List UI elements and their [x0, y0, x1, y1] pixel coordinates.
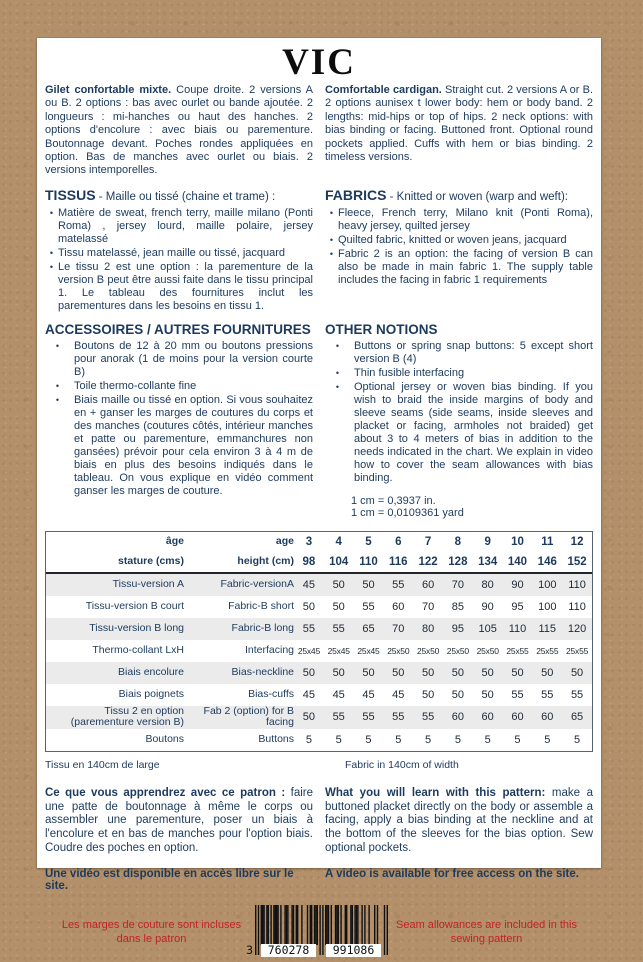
table-cell: 110 [508, 622, 527, 635]
table-row [46, 574, 592, 596]
materials-section [45, 187, 593, 313]
table-cell: Bias-cuffs [248, 688, 294, 701]
table-cell: 110 [568, 600, 586, 613]
table-cell: 50 [481, 666, 494, 679]
fabric-width-notes [45, 759, 593, 771]
table-cell: 50 [511, 666, 524, 679]
tissus-heading [45, 187, 313, 205]
table-cell: 50 [451, 666, 464, 679]
table-cell: Fabric-versionA [220, 578, 294, 591]
table-cell: stature (cms) [118, 555, 184, 568]
fabric-width-note-en: Fabric in 140cm of width [345, 758, 459, 771]
table-cell: 85 [451, 600, 464, 613]
tissus-heading-title: TISSUS [45, 186, 96, 203]
table-cell: 25x55 [536, 645, 559, 656]
table-cell: Thermo-collant LxH [92, 644, 184, 657]
bullet-dot: • [335, 340, 340, 351]
bullet-text: Buttons or spring snap buttons: 5 except short version B (4) [354, 339, 593, 365]
bullet-dot: • [335, 367, 340, 378]
bullet-item [45, 380, 313, 393]
table-cell: Fabric-B short [228, 600, 294, 613]
table-cell: 70 [392, 622, 405, 635]
table-cell: Tissu 2 en option (parementure version B) [70, 704, 184, 729]
intro-section [45, 84, 593, 178]
bullet-text: Fabric 2 is an option: the facing of version B can also be made in main fabric 1. The supply table includes the facing in fabric 1 requirements [338, 247, 593, 286]
table-cell: 55 [511, 688, 524, 701]
bullet-item [45, 207, 313, 246]
bullet-text: Toile thermo-collante fine [74, 379, 197, 392]
table-cell: 55 [302, 622, 316, 635]
table-cell: 55 [332, 622, 345, 635]
intro-en-text: Straight cut. 2 versions A or B. 2 options aunisex t lower body: hem or body band. 2 lengths: mid-hips or top of hips. 2 neck options: with bias binding or facing. Buttoned front. Optional round pockets applied. Cuffs with hem or bias binding. 2 timeless versions. [325, 84, 594, 164]
table-cell: 5 [425, 733, 432, 746]
size-table [45, 531, 593, 752]
bullet-text: Thin fusible interfacing [354, 366, 465, 379]
learn-en-lead: What you will learn with this pattern: [325, 786, 546, 799]
intro-en-lead: Comfortable cardigan. [325, 84, 442, 96]
notions-section [45, 322, 593, 520]
barcode-digits-right: 991086 [326, 944, 381, 957]
table-cell: 65 [570, 711, 584, 724]
table-cell: 80 [421, 622, 435, 635]
bullet-item [325, 207, 593, 233]
table-cell: age [275, 535, 294, 548]
table-cell: 8 [454, 535, 462, 548]
bullet-item [325, 367, 593, 380]
table-cell: 25x50 [417, 645, 440, 656]
table-cell: 25x50 [446, 645, 469, 656]
table-cell: 100 [538, 578, 557, 591]
table-cell: 45 [362, 688, 375, 701]
bullet-dot: • [329, 234, 334, 245]
table-cell: 50 [332, 600, 345, 613]
bullet-dot: • [49, 247, 54, 258]
table-cell: 45 [302, 578, 316, 591]
table-row [46, 552, 592, 574]
table-cell: 60 [541, 711, 554, 724]
table-cell: Tissu-version B court [85, 600, 184, 613]
bullet-dot: • [329, 207, 334, 218]
intro-paragraph-en [325, 84, 593, 164]
table-cell: 55 [332, 711, 345, 724]
table-cell: 104 [329, 555, 349, 568]
bottom-strip [45, 905, 593, 961]
table-cell: 50 [392, 666, 405, 679]
fabrics-heading-title: FABRICS [325, 186, 387, 203]
bullet-text: Matière de sweat, french terry, maille milano (Ponti Roma) , jersey lourd, maille polaire, jersey matelassé [58, 206, 313, 245]
fabric-width-note-fr: Tissu en 140cm de large [45, 758, 160, 771]
table-cell: 60 [421, 578, 435, 591]
seam-allowance-note-en: Seam allowances are included in this sewing pattern [396, 919, 577, 945]
table-cell: 12 [570, 535, 584, 548]
table-cell: 98 [302, 555, 316, 568]
barcode-digit-first: 3 [246, 942, 253, 957]
fabrics-heading-subtitle: - Knitted or woven (warp and weft): [386, 190, 568, 203]
table-row [46, 640, 592, 662]
other-notions-column [325, 322, 593, 520]
table-cell: 45 [332, 688, 345, 701]
table-cell: 5 [514, 733, 521, 746]
bullet-dot: • [55, 394, 60, 405]
barcode-digits-left: 760278 [261, 944, 316, 957]
accessoires-bullet-list [45, 340, 313, 498]
learn-section [45, 787, 593, 856]
bullet-item [45, 261, 313, 313]
table-cell: 60 [392, 600, 405, 613]
bullet-item [325, 234, 593, 247]
intro-fr-lead: Gilet confortable mixte. [45, 84, 172, 96]
conversion-inches: 1 cm = 0,3937 in. [351, 494, 436, 507]
table-cell: 50 [362, 578, 375, 591]
table-cell: 7 [424, 535, 432, 548]
bullet-dot: • [329, 248, 334, 259]
table-cell: 5 [395, 733, 402, 746]
tissus-column [45, 187, 313, 313]
table-cell: 25x45 [357, 645, 380, 656]
video-note-fr: Une vidéo est disponible en accès libre sur le site. [45, 867, 294, 892]
bullet-item [45, 340, 313, 379]
table-row [46, 596, 592, 618]
table-cell: 45 [302, 688, 316, 701]
table-cell: Tissu-version A [112, 578, 184, 591]
table-cell: 3 [305, 535, 313, 548]
table-cell: height (cm) [237, 555, 294, 568]
table-cell: 10 [511, 535, 524, 548]
seam-allowance-note-fr: Les marges de couture sont incluses dans le patron [61, 919, 242, 945]
table-cell: Interfacing [244, 644, 294, 657]
table-cell: 5 [305, 733, 312, 746]
accessoires-column [45, 322, 313, 498]
table-cell: 60 [451, 711, 464, 724]
fabrics-heading [325, 187, 593, 205]
table-cell: 50 [362, 666, 375, 679]
table-cell: Bias-neckline [231, 666, 294, 679]
learn-fr-lead: Ce que vous apprendrez avec ce patron : [45, 786, 286, 799]
table-cell: Fab 2 (option) for B facing [203, 704, 294, 729]
table-cell: 5 [365, 535, 372, 548]
video-note-section [45, 868, 593, 892]
table-row [46, 618, 592, 640]
bullet-dot: • [335, 381, 340, 392]
learn-paragraph-fr [45, 787, 313, 856]
table-cell: 95 [511, 600, 524, 613]
table-cell: 5 [574, 733, 581, 746]
table-cell: 11 [541, 535, 554, 548]
table-cell: 50 [332, 666, 345, 679]
bullet-dot: • [55, 380, 60, 391]
table-cell: Buttons [258, 733, 294, 746]
intro-paragraph-fr [45, 84, 313, 178]
table-row [46, 532, 592, 552]
intro-fr-text: Coupe droite. 2 versions A ou B. 2 options : bas avec ourlet ou bande ajoutée. 2 longueurs : mi-hanches ou haut des hanches. 2 options d'encolure : avec biais ou parementure. Boutonnage devant. Poches rondes appliquées en option. Bas de manches avec ourlet ou biais. 2 versions intemporelles. [45, 84, 313, 177]
bullet-text: Quilted fabric, knitted or woven jeans, jacquard [338, 233, 567, 246]
table-cell: 50 [541, 666, 554, 679]
table-cell: Biais encolure [118, 666, 184, 679]
table-cell: 50 [421, 688, 435, 701]
bullet-dot: • [55, 340, 60, 351]
table-cell: 5 [454, 733, 461, 746]
bullet-text: Boutons de 12 à 20 mm ou boutons pressions pour anorak (1 de moins pour la version courte B) [74, 339, 313, 378]
table-cell: 55 [362, 711, 375, 724]
table-cell: 50 [481, 688, 494, 701]
other-notions-bullet-list [325, 340, 593, 485]
table-cell: 90 [511, 578, 524, 591]
barcode-bars-wrap [246, 905, 388, 961]
table-cell: 55 [392, 711, 405, 724]
table-cell: 80 [481, 578, 494, 591]
bullet-dot: • [49, 207, 54, 218]
conversion-yards: 1 cm = 0,0109361 yard [351, 507, 464, 520]
bullet-item [325, 381, 593, 485]
table-cell: 55 [541, 688, 554, 701]
fabrics-bullet-list [325, 207, 593, 287]
table-cell: 70 [421, 600, 435, 613]
table-row [46, 684, 592, 706]
table-cell: 5 [484, 733, 491, 746]
table-cell: 25x55 [565, 645, 589, 656]
table-cell: âge [165, 535, 184, 548]
table-cell: 5 [544, 733, 551, 746]
table-cell: 50 [421, 666, 435, 679]
table-cell: 50 [570, 666, 584, 679]
tissus-bullet-list [45, 207, 313, 313]
table-cell: 5 [335, 733, 342, 746]
table-cell: Boutons [145, 733, 184, 746]
table-cell: 140 [507, 555, 528, 568]
table-cell: 152 [567, 555, 587, 568]
table-cell: 70 [451, 578, 464, 591]
pattern-sheet-page [37, 38, 601, 957]
table-cell: 128 [448, 555, 468, 568]
bullet-item [325, 248, 593, 287]
table-cell: 25x50 [476, 645, 499, 656]
table-cell: 55 [392, 578, 405, 591]
bullet-text: Biais maille ou tissé en option. Si vous souhaitez en + ganser les marges de coutures du corps et des manches (coutures côtés, intérieur manches et patte ou parementure, emmanchures non gansées) prévoir pour cela environ 3 à 4 m de biais en plus des besoins indiqués dans le tableau. On vous explique en vidéo comment ganser les marges de couture. [74, 393, 313, 497]
table-cell: 25x50 [387, 645, 410, 656]
table-row [46, 706, 592, 729]
table-cell: 146 [537, 555, 557, 568]
table-cell: 25x55 [506, 645, 529, 656]
unit-conversion-note [351, 495, 593, 520]
table-cell: 65 [362, 622, 375, 635]
table-cell: 4 [335, 535, 342, 548]
table-cell: Biais poignets [118, 688, 184, 701]
table-cell: 134 [478, 555, 498, 568]
table-cell: 9 [484, 535, 491, 548]
table-cell: 100 [538, 600, 557, 613]
table-cell: 6 [395, 535, 402, 548]
table-cell: 90 [481, 600, 494, 613]
learn-en-text: make a buttoned placket directly on the body or assemble a facing, apply a bias binding at the neckline and at the bottom of the sleeves for the bias option. Sew optional pockets. [325, 786, 594, 855]
table-cell: 50 [302, 600, 316, 613]
table-cell: 45 [392, 688, 405, 701]
bullet-item [45, 247, 313, 260]
table-cell: 25x45 [327, 645, 350, 656]
table-row [46, 729, 592, 751]
bullet-text: Fleece, French terry, Milano knit (Ponti Roma), heavy jersey, quilted jersey [338, 206, 593, 232]
table-cell: 25x45 [297, 645, 320, 656]
table-cell: 105 [478, 622, 497, 635]
barcode [244, 905, 394, 961]
bullet-text: Tissu matelassé, jean maille ou tissé, jacquard [58, 246, 286, 259]
tissus-heading-subtitle: - Maille ou tissé (chaine et trame) : [95, 190, 276, 203]
table-cell: 55 [362, 600, 375, 613]
table-row [46, 662, 592, 684]
bullet-item [45, 394, 313, 498]
bullet-text: Optional jersey or woven bias binding. If you wish to braid the inside margins of body and sleeve seams (side seams, inside sleeves and placket or facing, armholes not braided) get about 3 to 4 meters of bias in addition to the needs indicated in the chart. We explain in video how to cover the seam allowances with bias binding. [354, 380, 593, 484]
fabrics-column [325, 187, 593, 287]
table-cell: 50 [302, 711, 316, 724]
table-cell: 110 [568, 578, 586, 591]
table-cell: 120 [567, 622, 587, 635]
bullet-text: Le tissu 2 est une option : la parementure de la version B peut être aussi faite dans le tissu principal 1. Le tableau des fournitures inclut les parementures dans les besoins en tissu 1. [58, 260, 313, 312]
bullet-dot: • [49, 261, 54, 272]
table-cell: 115 [538, 622, 557, 635]
table-cell: 5 [365, 733, 372, 746]
table-cell: 116 [389, 555, 408, 568]
page-title: VIC [282, 42, 356, 83]
table-cell: 60 [511, 711, 524, 724]
table-cell: 50 [332, 578, 345, 591]
table-cell: 50 [302, 666, 316, 679]
learn-fr-text: faire une patte de boutonnage à même le corps ou assembler une parementure, poser un biais à l'encolure et en bas de manches pour l'option biais. Coudre des poches en option. [45, 786, 313, 855]
table-cell: 55 [421, 711, 435, 724]
table-cell: 50 [451, 688, 464, 701]
accessoires-heading: ACCESSOIRES / AUTRES FOURNITURES [45, 321, 311, 337]
table-cell: Tissu-version B long [89, 622, 184, 635]
table-cell: 110 [359, 555, 378, 568]
table-cell: 95 [451, 622, 464, 635]
table-cell: 122 [418, 555, 438, 568]
table-cell: 55 [570, 688, 584, 701]
learn-paragraph-en [325, 787, 593, 856]
video-note-en: A video is available for free access on the site. [325, 867, 579, 880]
bullet-item [325, 340, 593, 366]
table-cell: 60 [481, 711, 494, 724]
other-notions-heading: OTHER NOTIONS [325, 321, 438, 337]
table-cell: Fabric-B long [231, 622, 294, 635]
